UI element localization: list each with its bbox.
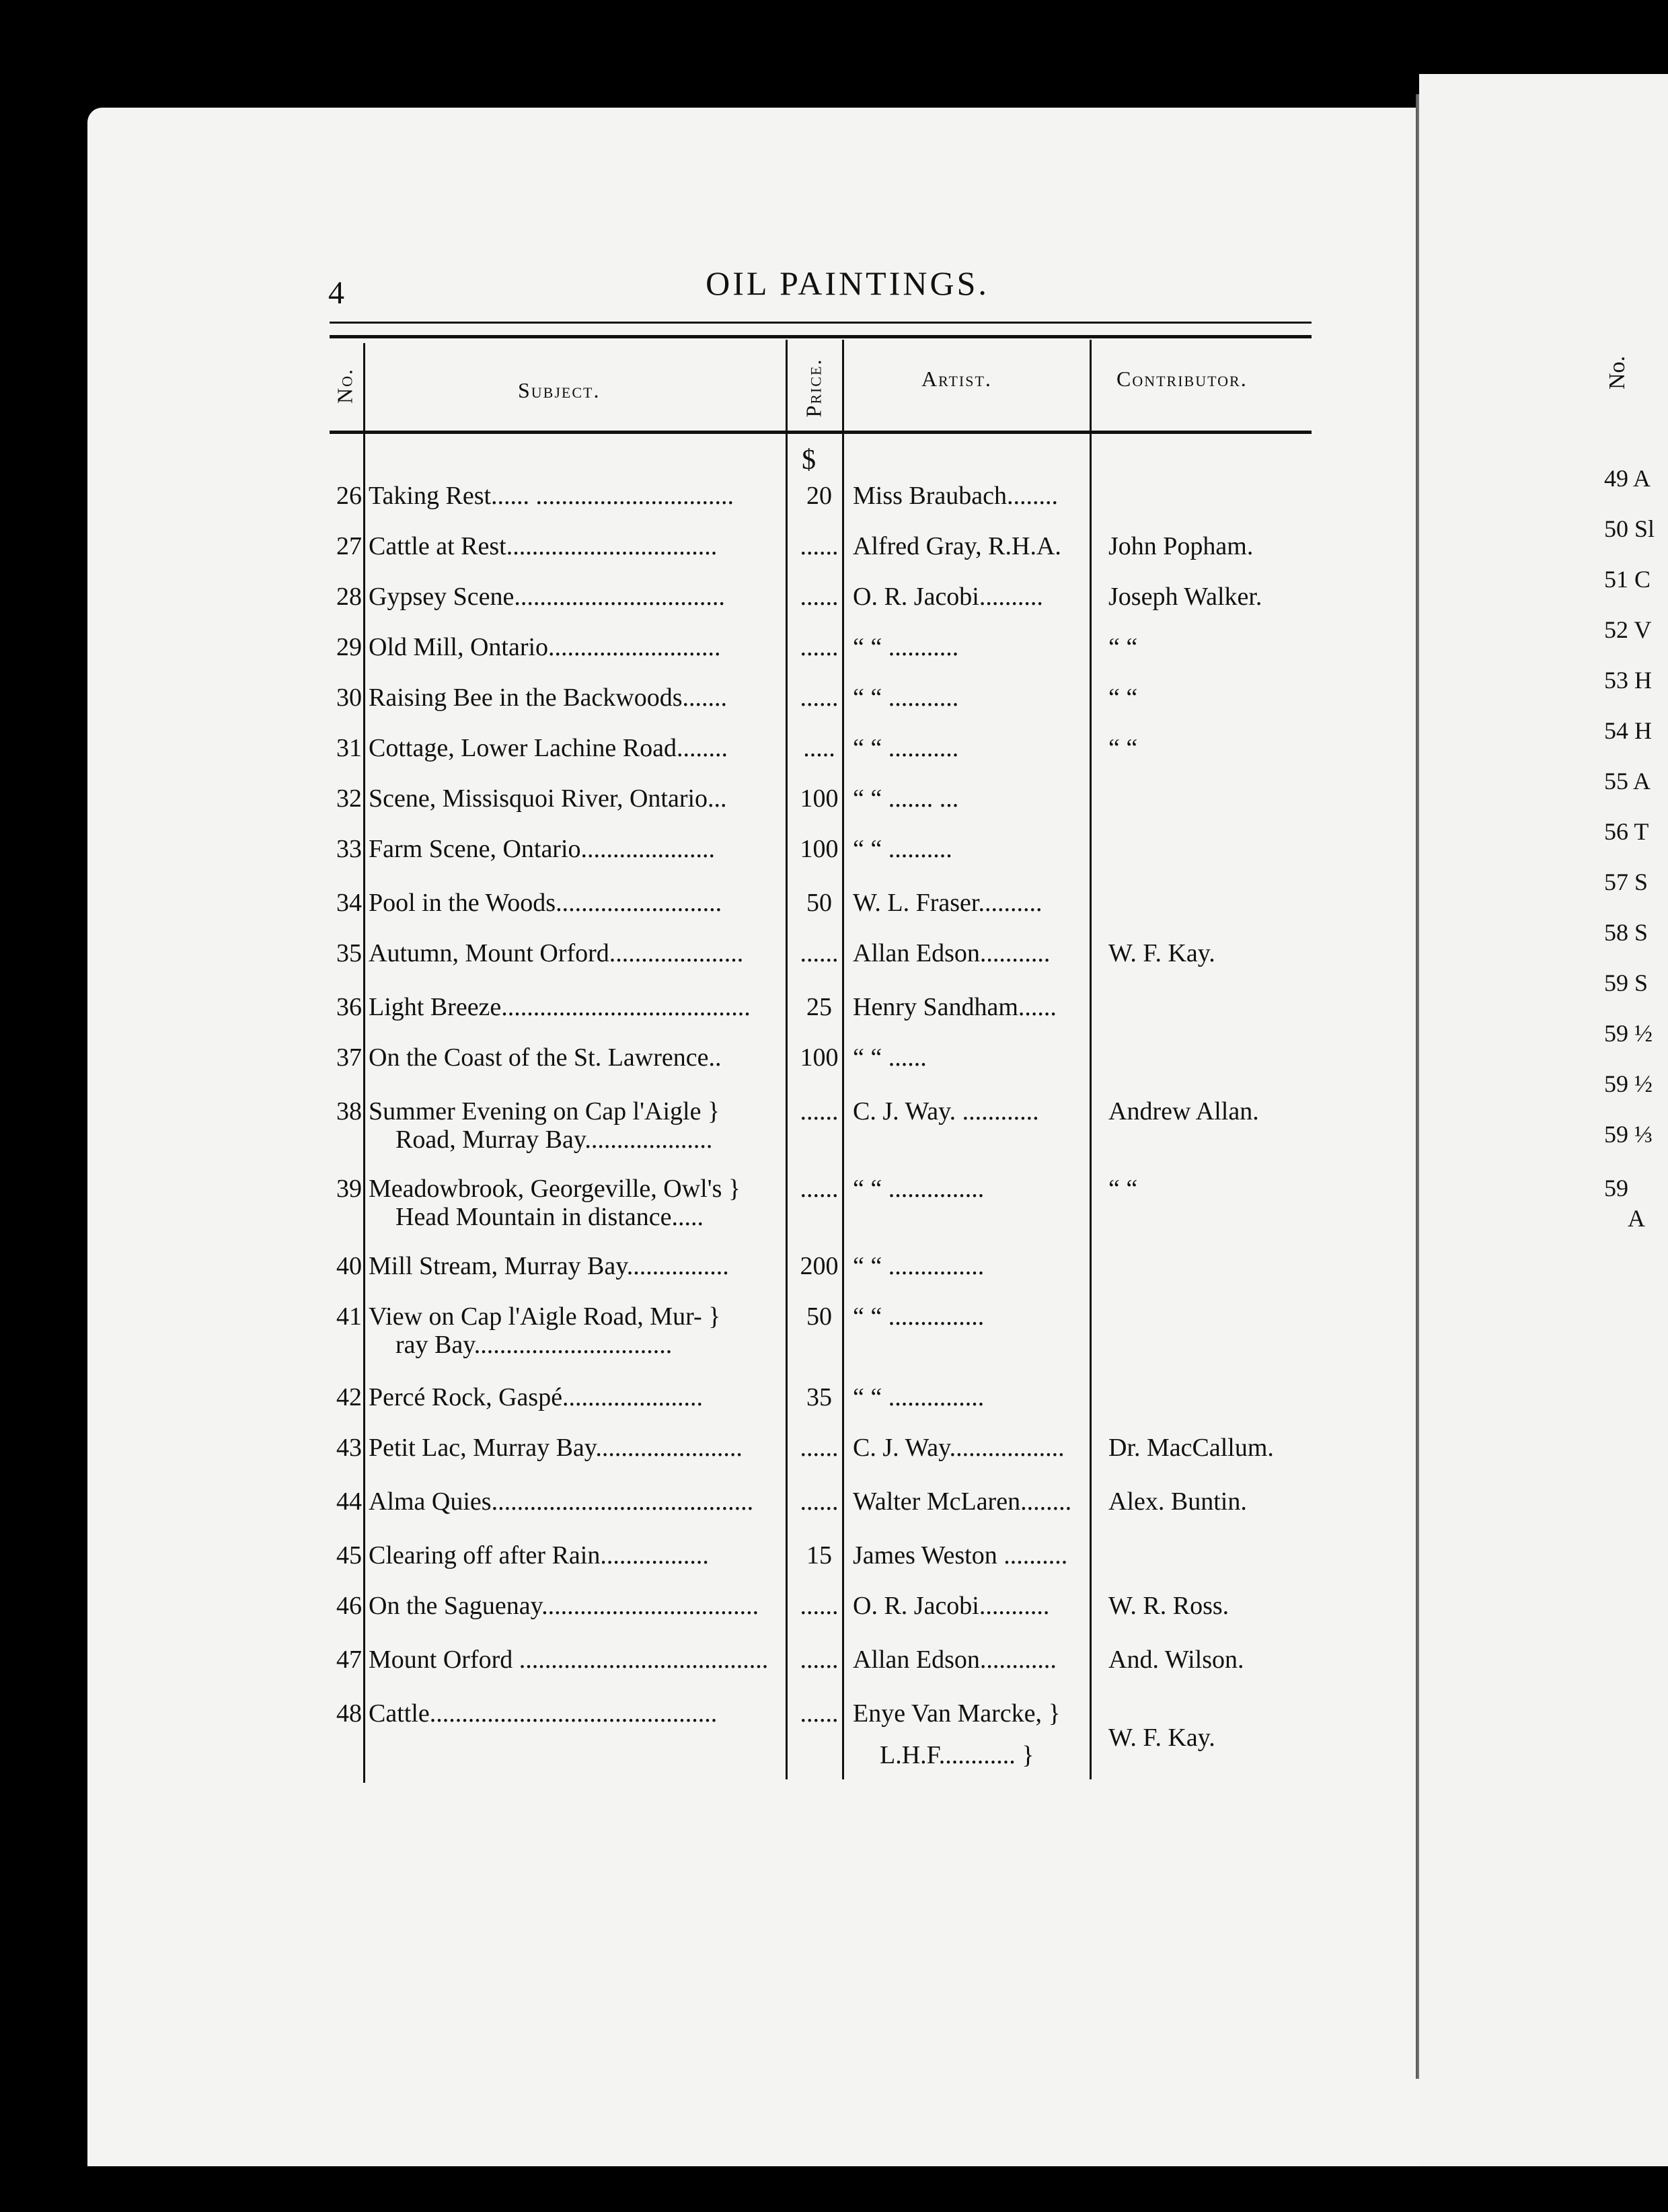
entry-subject: Percé Rock, Gaspé......................: [369, 1383, 704, 1411]
header-no: No.: [332, 368, 357, 404]
right-page-row: 55 A: [1604, 768, 1651, 795]
entry-artist: “ “ ...........: [853, 684, 959, 712]
entry-number: 34: [336, 889, 362, 917]
entry-price: ......: [800, 532, 839, 560]
entry-artist: C. J. Way. ............: [853, 1097, 1039, 1126]
entry-artist: Alfred Gray, R.H.A.: [853, 532, 1061, 560]
entry-price: 200: [800, 1252, 839, 1280]
right-page-row: 52 V: [1604, 616, 1652, 643]
entry-price: ......: [800, 583, 839, 611]
right-page-row: 59: [1604, 1175, 1628, 1202]
entry-artist: “ “ ......: [853, 1043, 927, 1072]
entry-number: 40: [336, 1252, 362, 1280]
entry-artist: “ “ ...............: [853, 1302, 985, 1331]
entry-number: 43: [336, 1434, 362, 1462]
right-page-row: 50 Sl: [1604, 515, 1655, 542]
right-page-row: 56 T: [1604, 818, 1649, 845]
entry-number: 48: [336, 1699, 362, 1728]
entry-subject: Light Breeze.......................................: [369, 993, 751, 1021]
table-row: [328, 938, 1303, 986]
entry-number: 36: [336, 993, 362, 1021]
right-page-row: 49 A: [1604, 465, 1651, 492]
entry-artist: “ “ ...............: [853, 1175, 985, 1203]
table-row: [328, 531, 1303, 579]
entry-artist: Henry Sandham......: [853, 993, 1057, 1021]
entry-subject: Farm Scene, Ontario.....................: [369, 835, 716, 863]
right-page-row: 54 H: [1604, 717, 1652, 744]
title-rule-2: [330, 335, 1312, 338]
entry-price: 100: [800, 835, 839, 863]
entry-number: 47: [336, 1646, 362, 1674]
entry-price: .....: [803, 734, 835, 762]
entry-subject: Cattle.............................................: [369, 1699, 718, 1728]
entry-contributor: W. F. Kay.: [1108, 1724, 1215, 1752]
entry-price: ......: [800, 1175, 839, 1203]
entry-price: 100: [800, 784, 839, 813]
entry-artist: Enye Van Marcke, }: [853, 1699, 1061, 1728]
entry-artist: Allan Edson............: [853, 1646, 1057, 1674]
right-page-row: 58 S: [1604, 919, 1648, 946]
right-page-row: A: [1628, 1205, 1645, 1232]
entry-price: ......: [800, 1646, 839, 1674]
entry-subject: Pool in the Woods..........................: [369, 889, 722, 917]
table-row: [328, 632, 1303, 679]
entry-price: 50: [806, 889, 832, 917]
entry-number: 29: [336, 633, 362, 661]
entry-subject-cont: ray Bay...............................: [395, 1331, 673, 1359]
right-page-header-no: No.: [1605, 355, 1630, 390]
header-rule: [330, 431, 1312, 434]
entry-number: 46: [336, 1592, 362, 1620]
entry-price: ......: [800, 633, 839, 661]
table-row: [328, 888, 1303, 935]
entry-subject-cont: Head Mountain in distance.....: [395, 1203, 704, 1231]
entry-price: ......: [800, 1434, 839, 1462]
entry-contributor: Alex. Buntin.: [1108, 1487, 1247, 1516]
table-row: [328, 1174, 1303, 1231]
page-number: 4: [328, 275, 344, 311]
entry-number: 41: [336, 1302, 362, 1331]
entry-number: 44: [336, 1487, 362, 1516]
entry-price: ......: [800, 684, 839, 712]
entry-price: 25: [806, 993, 832, 1021]
right-page-row: 59 S: [1604, 969, 1648, 996]
table-row: [328, 1645, 1303, 1692]
entry-subject: Mill Stream, Murray Bay................: [369, 1252, 729, 1280]
entry-subject: View on Cap l'Aigle Road, Mur- }: [369, 1302, 721, 1331]
entry-artist: “ “ ...........: [853, 633, 959, 661]
entry-subject: Clearing off after Rain.................: [369, 1541, 709, 1570]
table-row: [328, 1043, 1303, 1090]
table-row: [328, 834, 1303, 881]
entry-artist: W. L. Fraser..........: [853, 889, 1042, 917]
entry-artist: “ “ ...........: [853, 734, 959, 762]
entry-artist: “ “ ...............: [853, 1252, 985, 1280]
right-page-row: 51 C: [1604, 566, 1651, 593]
table-row: [328, 1699, 1303, 1769]
entry-contributor: Andrew Allan.: [1108, 1097, 1259, 1126]
entry-number: 27: [336, 532, 362, 560]
entry-subject: Alma Quies.........................................: [369, 1487, 754, 1516]
header-artist: Artist.: [921, 367, 992, 391]
entry-contributor: Dr. MacCallum.: [1108, 1434, 1274, 1462]
entry-subject-cont: Road, Murray Bay....................: [395, 1126, 713, 1154]
entry-artist: “ “ ....... ...: [853, 784, 959, 813]
entry-number: 30: [336, 684, 362, 712]
entry-subject: Summer Evening on Cap l'Aigle }: [369, 1097, 720, 1126]
header-contributor: Contributor.: [1116, 367, 1248, 391]
entry-contributor: Joseph Walker.: [1108, 583, 1262, 611]
entry-price: ......: [800, 1487, 839, 1516]
entry-subject: On the Saguenay..................................: [369, 1592, 759, 1620]
entry-subject: Autumn, Mount Orford.....................: [369, 939, 744, 967]
entry-contributor: W. R. Ross.: [1108, 1592, 1229, 1620]
entry-contributor: And. Wilson.: [1108, 1646, 1244, 1674]
entry-number: 39: [336, 1175, 362, 1203]
table-row: [328, 1433, 1303, 1480]
entry-contributor: John Popham.: [1108, 532, 1254, 560]
table-row: [328, 683, 1303, 730]
table-row: [328, 582, 1303, 629]
entry-artist: “ “ ..........: [853, 835, 952, 863]
right-page-row: 59 ⅓: [1604, 1121, 1653, 1148]
currency-symbol: $: [802, 445, 816, 476]
table-row: [328, 992, 1303, 1039]
entry-price: ......: [800, 1592, 839, 1620]
entry-subject: On the Coast of the St. Lawrence..: [369, 1043, 722, 1072]
entry-price: 35: [806, 1383, 832, 1411]
table-row: [328, 1382, 1303, 1430]
entry-contributor: “ “: [1108, 633, 1138, 661]
entry-number: 31: [336, 734, 362, 762]
header-price: Price.: [801, 358, 826, 418]
entry-subject: Gypsey Scene.................................: [369, 583, 725, 611]
entry-subject: Meadowbrook, Georgeville, Owl's }: [369, 1175, 741, 1203]
entry-subject: Mount Orford .......................................: [369, 1646, 769, 1674]
entry-price: ......: [800, 1699, 839, 1728]
entry-number: 28: [336, 583, 362, 611]
title-rule: [330, 322, 1312, 324]
table-row: [328, 481, 1303, 528]
right-page-row: 53 H: [1604, 667, 1652, 694]
right-page-row: 59 ½: [1604, 1020, 1653, 1047]
entry-number: 42: [336, 1383, 362, 1411]
entry-subject: Cattle at Rest.................................: [369, 532, 718, 560]
entry-artist: C. J. Way..................: [853, 1434, 1065, 1462]
table-row: [328, 1591, 1303, 1638]
table-row: [328, 733, 1303, 780]
entry-contributor: “ “: [1108, 1175, 1138, 1203]
page-title: OIL PAINTINGS.: [706, 264, 989, 302]
table-row: [328, 1541, 1303, 1588]
entry-artist: “ “ ...............: [853, 1383, 985, 1411]
right-page-row: 57 S: [1604, 869, 1648, 895]
entry-number: 38: [336, 1097, 362, 1126]
entry-price: 15: [806, 1541, 832, 1570]
entry-price: 100: [800, 1043, 839, 1072]
header-subject: Subject.: [518, 378, 601, 402]
entry-number: 45: [336, 1541, 362, 1570]
table-row: [328, 1302, 1303, 1359]
entry-number: 26: [336, 482, 362, 510]
table-row: [328, 1487, 1303, 1534]
entry-price: ......: [800, 939, 839, 967]
entry-price: ......: [800, 1097, 839, 1126]
entry-subject: Raising Bee in the Backwoods.......: [369, 684, 727, 712]
entry-artist: O. R. Jacobi...........: [853, 1592, 1050, 1620]
entry-number: 32: [336, 784, 362, 813]
entry-number: 37: [336, 1043, 362, 1072]
entry-subject: Cottage, Lower Lachine Road........: [369, 734, 728, 762]
right-page-row: 59 ½: [1604, 1070, 1653, 1097]
table-row: [328, 784, 1303, 831]
entry-contributor: “ “: [1108, 734, 1138, 762]
entry-price: 20: [806, 482, 832, 510]
table-row: [328, 1251, 1303, 1298]
entry-number: 35: [336, 939, 362, 967]
entry-artist: Miss Braubach........: [853, 482, 1059, 510]
entry-artist: James Weston ..........: [853, 1541, 1068, 1570]
table-row: [328, 1097, 1303, 1154]
entry-artist-cont: L.H.F............ }: [880, 1741, 1034, 1769]
entry-contributor: W. F. Kay.: [1108, 939, 1215, 967]
entry-subject: Scene, Missisquoi River, Ontario...: [369, 784, 727, 813]
entry-contributor: “ “: [1108, 684, 1138, 712]
entry-artist: Allan Edson...........: [853, 939, 1051, 967]
entry-artist: O. R. Jacobi..........: [853, 583, 1043, 611]
entry-subject: Petit Lac, Murray Bay.......................: [369, 1434, 743, 1462]
entry-price: 50: [806, 1302, 832, 1331]
entry-subject: Old Mill, Ontario...........................: [369, 633, 721, 661]
entry-subject: Taking Rest...... ...............................: [369, 482, 734, 510]
entry-number: 33: [336, 835, 362, 863]
entry-artist: Walter McLaren........: [853, 1487, 1072, 1516]
